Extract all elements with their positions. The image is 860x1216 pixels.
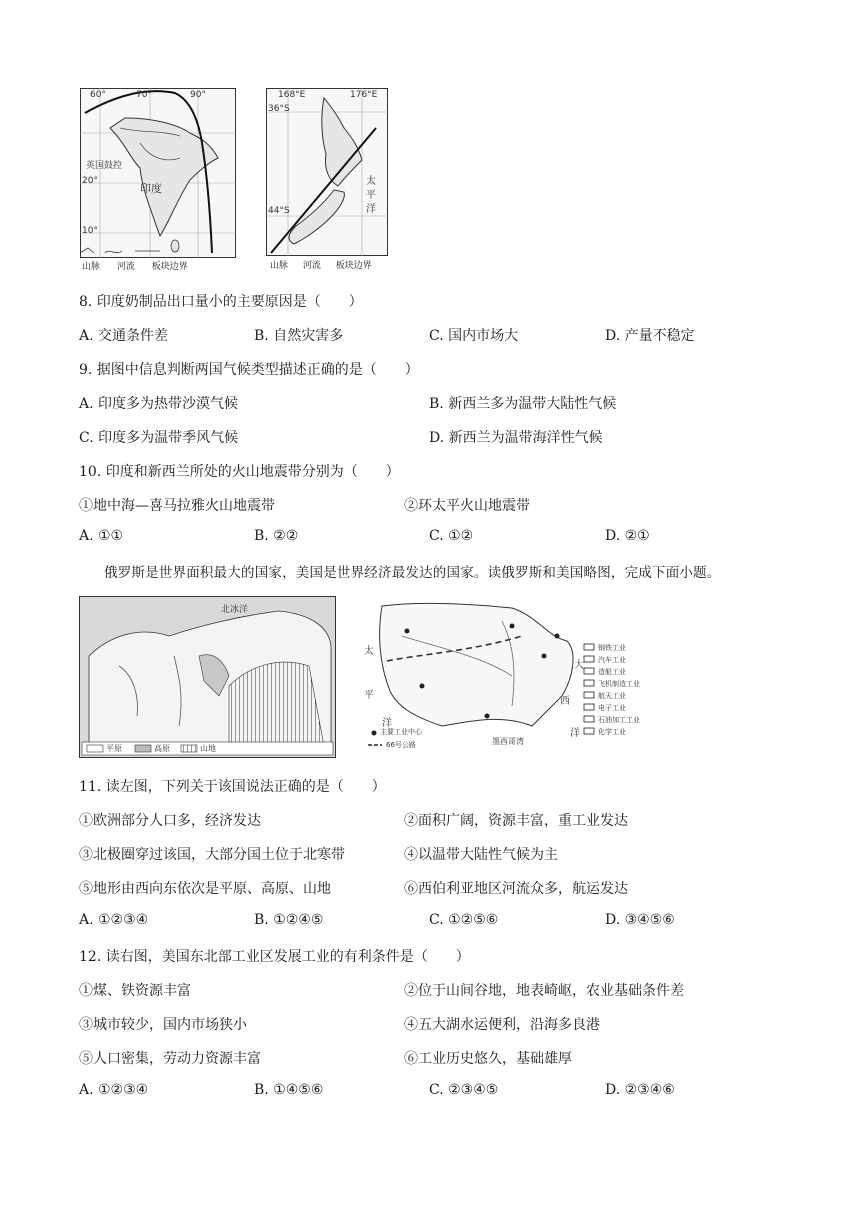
q9-option-d[interactable]: D. 新西兰为温带海洋性气候 [429,430,603,446]
industry-label: 钢铁工业 [598,644,626,652]
q12-option-d[interactable]: D. ②③④⑥ [605,1082,675,1098]
map-label: 洋 [366,204,376,215]
q9-option-c[interactable]: C. 印度多为温带季风气候 [79,430,239,446]
q11-statement-5: ⑤地形由西向东依次是平原、高原、山地 [79,881,331,897]
q11-option-a[interactable]: A. ①②③④ [79,912,149,928]
legend-river: 河流 [302,261,321,271]
q8-option-c[interactable]: C. 国内市场大 [429,328,519,344]
q8-option-d[interactable]: D. 产量不稳定 [605,328,695,344]
legend-industrial-center: 主要工业中心 [380,728,422,736]
q11-option-d[interactable]: D. ③④⑤⑥ [605,912,675,928]
q8-option-b[interactable]: B. 自然灾害多 [254,328,344,344]
legend-plateau: 高原 [154,744,170,753]
q12-statement-4: ④五大湖水运便利，沿海多良港 [404,1017,600,1033]
question-10-stem: 10. 印度和新西兰所处的火山地震带分别为（ ） [79,464,400,480]
map-label: 北冰洋 [221,605,249,615]
russia-map [79,596,336,758]
q12-option-b[interactable]: B. ①④⑤⑥ [254,1082,324,1098]
map-label: 洋 [382,718,392,729]
q10-option-b[interactable]: B. ②② [254,528,299,544]
q12-statement-3: ③城市较少，国内市场狭小 [79,1017,247,1033]
map-label: 176°E [350,90,378,100]
map-label: 36°S [268,104,290,114]
q12-option-a[interactable]: A. ①②③④ [79,1082,149,1098]
map-label: 60° [90,90,106,100]
map-label: 太 [366,176,376,187]
q11-statement-4: ④以温带大陆性气候为主 [404,847,558,863]
industry-label: 造船工业 [598,668,626,676]
map-label: 洋 [570,728,580,739]
legend-river: 河流 [116,262,135,272]
q10-option-d[interactable]: D. ②① [605,528,650,544]
question-12-stem: 12. 读右图，美国东北部工业区发展工业的有利条件是（ ） [79,949,470,965]
q11-statement-1: ①欧洲部分人口多，经济发达 [79,813,261,829]
map-label: 英国鼓控 [86,161,123,171]
q10-statement-1: ①地中海—喜马拉雅火山地震带 [79,498,275,514]
map-label: 168°E [278,90,306,100]
russia-map-graphic [79,596,336,758]
q11-option-b[interactable]: B. ①②④⑤ [254,912,324,928]
q12-statement-6: ⑥工业历史悠久，基础雄厚 [404,1051,572,1067]
q8-option-a[interactable]: A. 交通条件差 [79,328,169,344]
india-legend [82,259,188,272]
map-label: 10° [82,226,98,236]
map-label: 平 [366,190,376,201]
q11-statement-6: ⑥西伯利亚地区河流众多，航运发达 [404,881,628,897]
industry-label: 电子工业 [598,704,626,712]
usa-map [362,596,648,756]
map-label: 平 [364,690,374,701]
q10-option-c[interactable]: C. ①② [429,528,474,544]
map-label: 西 [560,696,570,707]
question-11-stem: 11. 读左图，下列关于该国说法正确的是（ ） [79,779,386,795]
q12-option-c[interactable]: C. ②③④⑤ [429,1082,499,1098]
newzealand-map [266,88,388,256]
legend-mountain: 山地 [200,744,216,753]
map-label: 墨西哥湾 [492,737,524,746]
q9-option-a[interactable]: A. 印度多为热带沙漠气候 [79,396,239,412]
q12-statement-1: ①煤、铁资源丰富 [79,983,191,999]
q10-statement-2: ②环太平火山地震带 [404,498,530,514]
industry-label: 飞机制造工业 [598,680,640,688]
industry-label: 石油加工工业 [598,716,640,724]
legend-plain: 平原 [106,744,122,753]
legend-boundary: 板块边界 [335,261,372,271]
q11-statement-3: ③北极圈穿过该国，大部分国土位于北寒带 [79,847,345,863]
legend-mountain: 山脉 [82,262,101,272]
map-label: 90° [190,90,206,100]
q12-statement-5: ⑤人口密集，劳动力资源丰富 [79,1051,261,1067]
legend-route-66: 66号公路 [386,741,416,749]
india-map-graphic [80,88,236,258]
q10-option-a[interactable]: A. ①① [79,528,124,544]
question-9-stem: 9. 据图中信息判断两国气候类型描述正确的是（ ） [79,362,419,378]
map-label: 70° [136,90,152,100]
industry-label: 汽车工业 [598,656,626,664]
legend-boundary: 板块边界 [151,262,188,272]
nz-legend [270,258,372,271]
legend-mountain: 山脉 [270,261,289,271]
map-label: 大 [574,660,584,671]
industry-label: 航天工业 [598,692,626,700]
q12-statement-2: ②位于山间谷地，地表崎岖，农业基础条件差 [404,983,684,999]
q11-statement-2: ②面积广阔，资源丰富，重工业发达 [404,813,628,829]
map-label: 44°S [268,206,290,216]
q11-option-c[interactable]: C. ①②⑤⑥ [429,912,499,928]
q9-option-b[interactable]: B. 新西兰多为温带大陆性气候 [429,396,617,412]
question-8-stem: 8. 印度奶制品出口量小的主要原因是（ ） [79,294,363,310]
map-label: 20° [82,176,98,186]
map-label: 印度 [140,182,162,195]
map-label: 太 [364,646,374,657]
industry-label: 化学工业 [598,728,626,736]
passage-intro: 俄罗斯是世界面积最大的国家，美国是世界经济最发达的国家。读俄罗斯和美国略图，完成下面小题。 [104,565,721,581]
india-map [80,88,236,258]
